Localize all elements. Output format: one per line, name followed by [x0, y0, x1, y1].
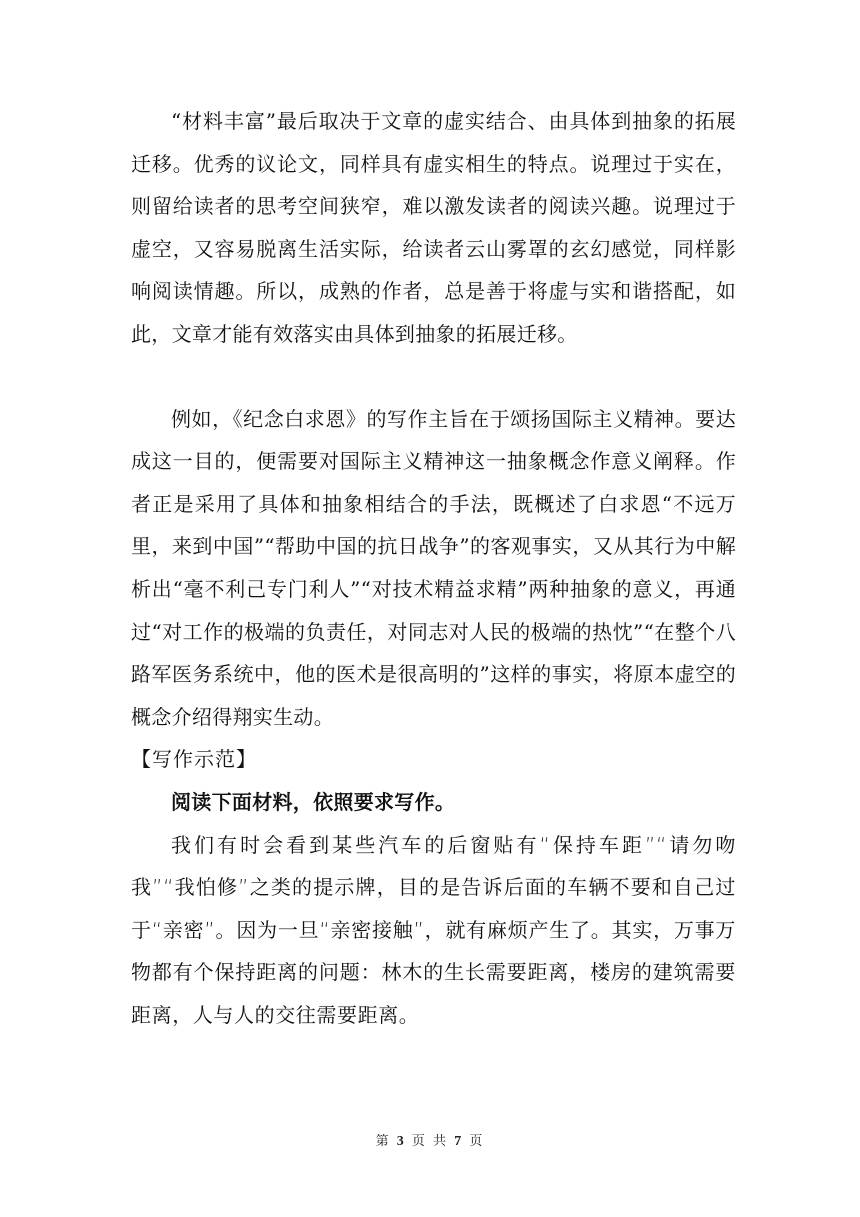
section-heading: 【写作示范】	[131, 747, 257, 772]
footer-middle: 页 共	[411, 1134, 449, 1149]
current-page-number: 3	[396, 1134, 406, 1149]
document-body	[131, 100, 736, 1036]
paragraph-virtual-real: “材料丰富”最后取决于文章的虚实结合、由具体到抽象的拓展迁移。优秀的议论文，同样具有虚实相生的特点。说理过于实在，则留给读者的思考空间狭窄，难以激发读者的阅读兴趣。说理过于虚空，又容易脱离生活实际，给读者云山雾罩的玄幻感觉，同样影响阅读情趣。所以，成熟的作者，总是善于将虚与实和谐搭配，如此，文章才能有效落实由具体到抽象的拓展迁移。	[131, 109, 736, 346]
reading-material: 我们有时会看到某些汽车的后窗贴有“保持车距”“请勿吻我”“我怕修”之类的提示牌，目的是告诉后面的车辆不要和自己过于“亲密”。因为一旦“亲密接触”，就有麻烦产生了。其实，万事万物都有个保持距离的问题：林木的生长需要距离，楼房的建筑需要距离，人与人的交往需要距离。	[131, 832, 736, 1027]
paragraph-bethune-example: 例如，《纪念白求恩》的写作主旨在于颂扬国际主义精神。要达成这一目的，便需要对国际主义精神这一抽象概念作意义阐释。作者正是采用了具体和抽象相结合的手法，既概述了白求恩“不远万里，来到中国”“帮助中国的抗日战争”的客观事实，又从其行为中解析出“毫不利己专门利人”“对技术精益求精”两种抽象的意义，再通过“对工作的极端的负责任，对同志对人民的极端的热忱”“在整个八路军医务系统中，他的医术是很高明的”这样的事实，将原本虚空的概念介绍得翔实生动。	[131, 406, 736, 729]
footer-prefix: 第	[375, 1134, 391, 1149]
task-instruction: 阅读下面材料，依照要求写作。	[171, 789, 456, 814]
footer-suffix: 页	[469, 1134, 485, 1149]
paragraph-spacer	[131, 356, 736, 398]
page-footer	[0, 1130, 860, 1150]
total-pages-number: 7	[454, 1134, 464, 1149]
